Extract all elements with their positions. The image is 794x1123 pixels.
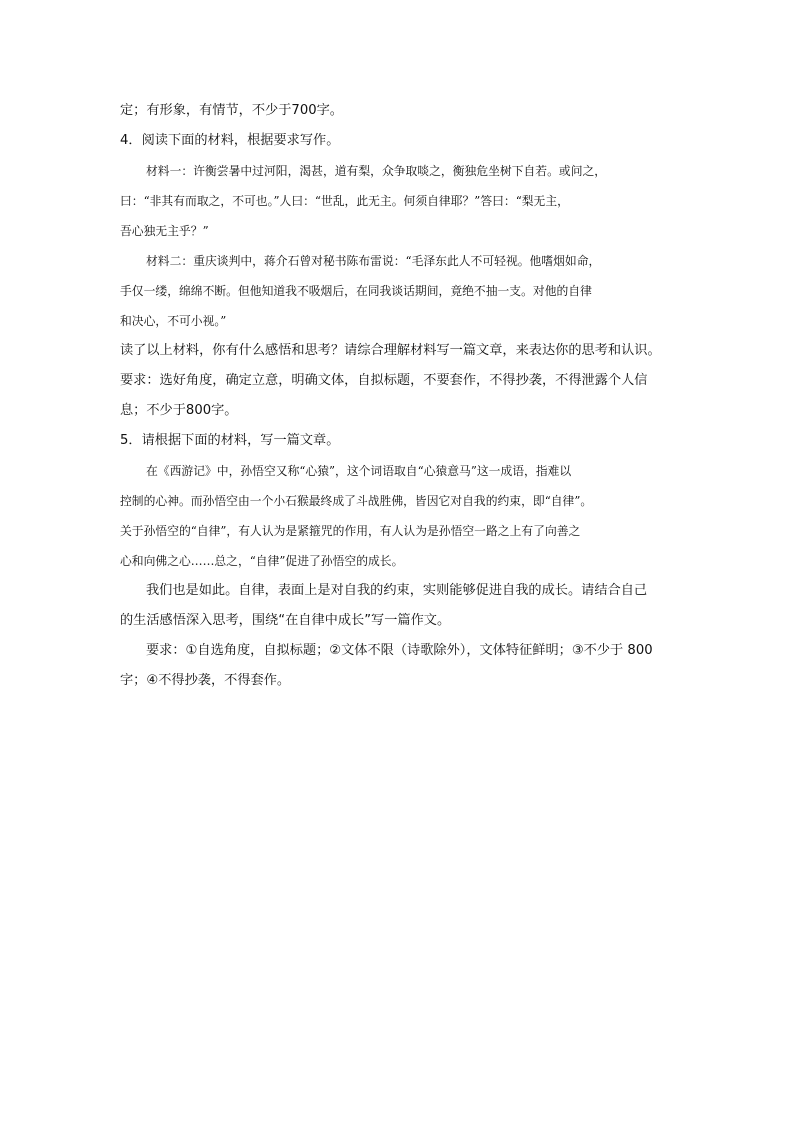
- material-1-line-3: 吾心独无主乎？”: [120, 224, 209, 238]
- question-4-requirements-1: 要求：选好角度，确定立意，明确文体，自拟标题，不要套作，不得抄袭，不得泄露个人信: [120, 373, 648, 388]
- prev-question-tail: 定；有形象，有情节，不少于700字。: [120, 103, 343, 118]
- journey-material-line-3: 关于孙悟空的“自律”，有人认为是紧箍咒的作用，有人认为是孙悟空一路之上有了向善之: [120, 524, 581, 538]
- material-2-line-2: 手仅一缕，绵绵不断。但他知道我不吸烟后，在同我谈话期间，竟绝不抽一支。对他的自律: [120, 284, 592, 298]
- document-body: [120, 96, 676, 696]
- material-2-line-3: 和决心，不可小视。”: [120, 314, 227, 328]
- question-5-prompt-1: 我们也是如此。自律，表面上是对自我的约束，实则能够促进自我的成长。请结合自己: [146, 583, 648, 598]
- question-4-heading: 4．阅读下面的材料，根据要求写作。: [120, 133, 340, 148]
- question-4-requirements-2: 息；不少于800字。: [120, 403, 238, 418]
- journey-material-line-4: 心和向佛之心……总之，“自律”促进了孙悟空的成长。: [120, 554, 404, 568]
- question-4-prompt: 读了以上材料，你有什么感悟和思考？请综合理解材料写一篇文章，来表达你的思考和认识。: [120, 343, 661, 358]
- question-5-prompt-2: 的生活感悟深入思考，围绕“在自律中成长”写一篇作文。: [120, 613, 451, 628]
- material-1-line-2: 曰：“非其有而取之，不可也。”人曰：“世乱，此无主。何须自律耶？”答曰：“梨无主，: [120, 194, 569, 208]
- journey-material-line-2: 控制的心神。而孙悟空由一个小石猴最终成了斗战胜佛，皆因它对自我的约束，即“自律”。: [120, 494, 593, 508]
- material-2-line-1: 材料二：重庆谈判中，蒋介石曾对秘书陈布雷说：“毛泽东此人不可轻视。他嗜烟如命，: [146, 254, 601, 268]
- material-1-line-1: 材料一：许衡尝暑中过河阳，渴甚，道有梨，众争取啖之，衡独危坐树下自若。或问之，: [146, 164, 607, 178]
- question-5-requirements-2: 字；④不得抄袭，不得套作。: [120, 673, 291, 688]
- journey-material-line-1: 在《西游记》中，孙悟空又称“心猿”，这个词语取自“心猿意马”这一成语，指难以: [146, 464, 572, 478]
- question-5-heading: 5．请根据下面的材料，写一篇文章。: [120, 433, 340, 448]
- question-5-requirements-1: 要求：①自选角度，自拟标题；②文体不限（诗歌除外），文体特征鲜明；③不少于 800: [146, 643, 653, 658]
